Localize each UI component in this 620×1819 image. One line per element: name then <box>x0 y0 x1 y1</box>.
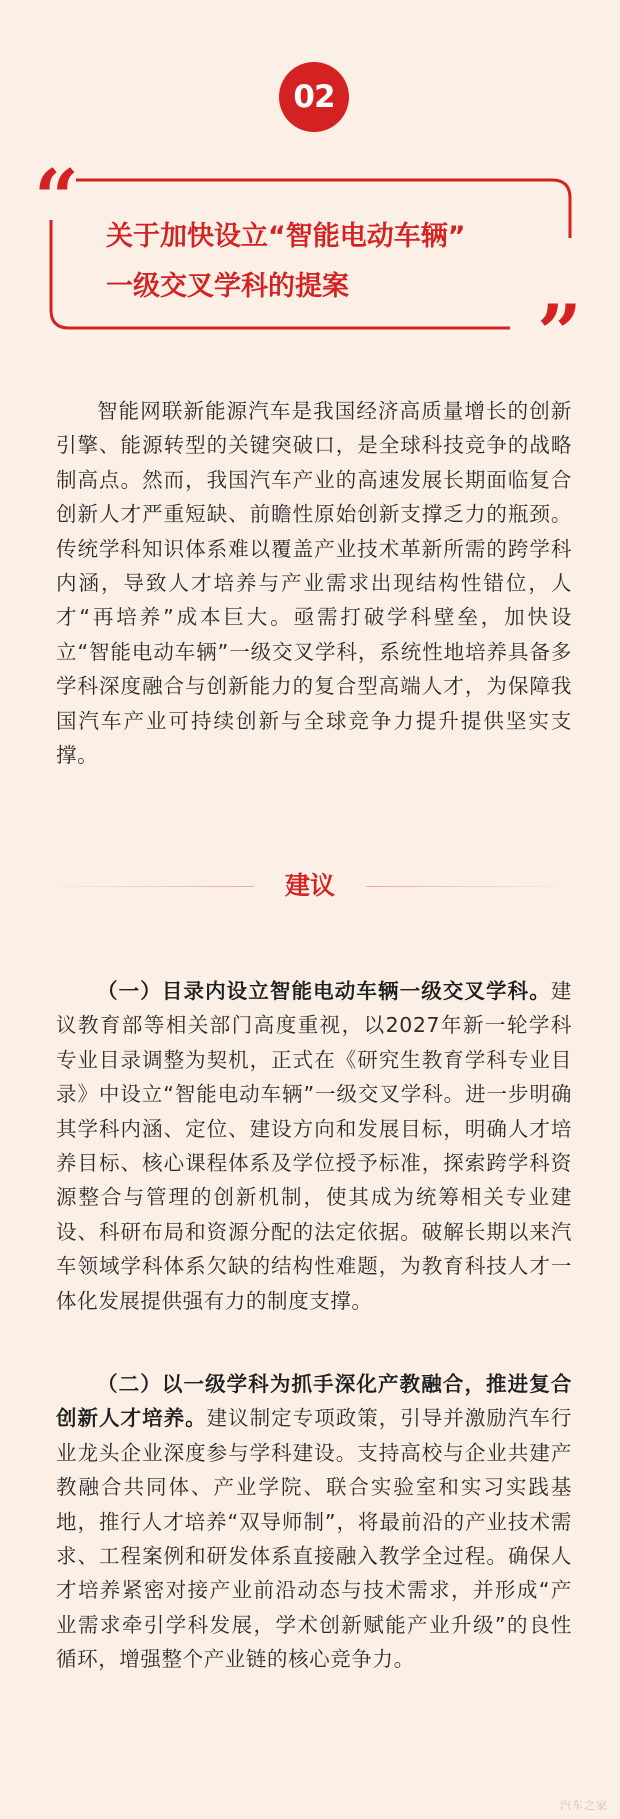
proposal-title <box>106 212 566 312</box>
section-heading: 建议 <box>284 871 335 900</box>
open-quote-mark: “ <box>34 153 79 244</box>
suggestion-paragraph-2 <box>56 1367 572 1677</box>
watermark: 汽车之家 <box>560 1799 608 1812</box>
suggestion-heading-1: （一）目录内设立智能电动车辆一级交叉学科。 <box>97 979 551 1003</box>
close-quote-mark: ” <box>537 288 582 379</box>
intro-paragraph: 智能网联新能源汽车是我国经济高质量增长的创新引擎、能源转型的关键突破口，是全球科技竞争的战略制高点。然而，我国汽车产业的高速发展长期面临复合创新人才严重短缺、前瞻性原始创新支撑乏力的瓶颈。传统学科知识体系难以覆盖产业技术革新所需的跨学科内涵，导致人才培养与产业需求出现结构性错位，人才“再培养”成本巨大。亟需打破学科壁垒，加快设立“智能电动车辆”一级交叉学科，系统性地培养具备多学科深度融合与创新能力的复合型高端人才，为保障我国汽车产业可持续创新与全球竞争力提升提供坚实支撑。 <box>56 399 572 768</box>
proposal-title-line-2: 一级交叉学科的提案 <box>106 271 349 302</box>
section-divider-left <box>44 886 254 887</box>
suggestion-paragraph-1 <box>56 974 572 1318</box>
section-number-badge: 02 <box>279 62 349 132</box>
suggestion-heading-2: （二）以一级学科为抓手深化产教融合，推进复合创新人才培养。 <box>56 1372 572 1431</box>
suggestion-body-1: 建议教育部等相关部门高度重视，以2027年新一轮学科专业目录调整为契机，正式在《研究生教育学科专业目录》中设立“智能电动车辆”一级交叉学科。进一步明确其学科内涵、定位、建设方向和发展目标，明确人才培养目标、核心课程体系及学位授予标准，探索跨学科资源整合与管理的创新机制，使其成为统筹相关专业建设、科研布局和资源分配的法定依据。破解长期以来汽车领域学科体系欠缺的结构性难题，为教育科技人才一体化发展提供强有力的制度支撑。 <box>56 979 572 1313</box>
suggestion-body-2: 建议制定专项政策，引导并激励汽车行业龙头企业深度参与学科建设。支持高校与企业共建产教融合共同体、产业学院、联合实验室和实习实践基地，推行人才培养“双导师制”，将最前沿的产业技术需求、工程案例和研发体系直接融入教学全过程。确保人才培养紧密对接产业前沿动态与技术需求，并形成“产业需求牵引学科发展，学术创新赋能产业升级”的良性循环，增强整个产业链的核心竞争力。 <box>56 1406 572 1672</box>
section-divider-right <box>366 886 576 887</box>
proposal-title-line-1: 关于加快设立“智能电动车辆” <box>106 221 466 252</box>
